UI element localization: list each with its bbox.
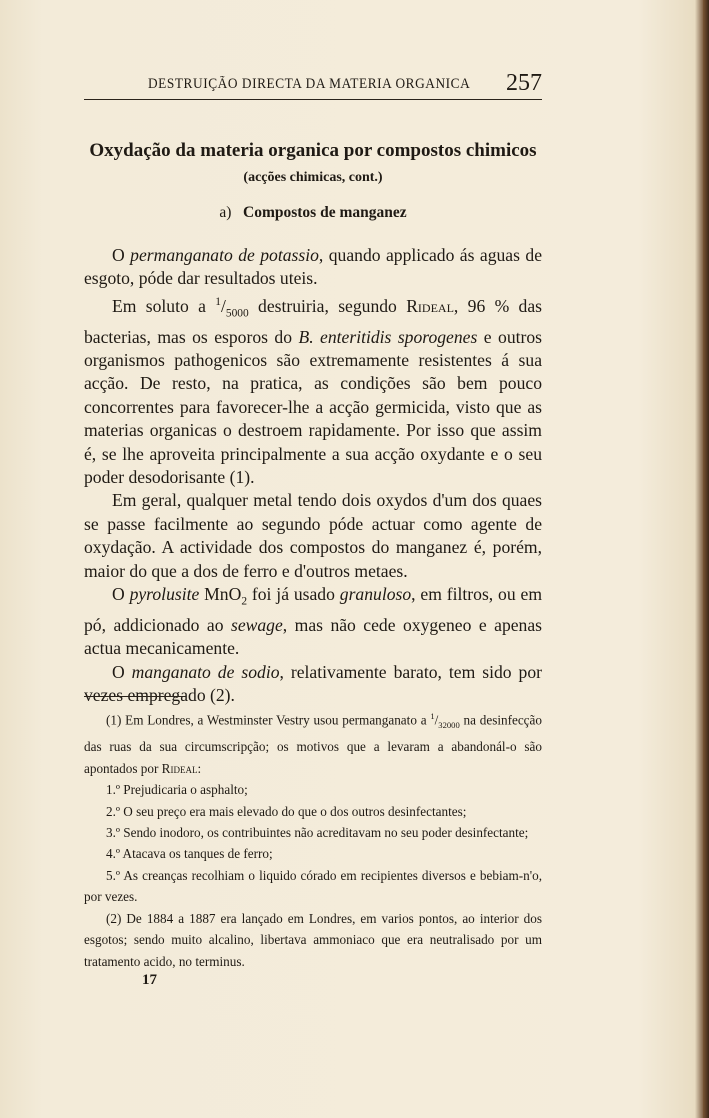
italic-term: pyrolusite — [129, 584, 200, 605]
text-run: foi já usado — [247, 584, 340, 605]
fraction-denominator: 5000 — [225, 307, 249, 320]
chemical-subscript: 2 — [241, 595, 248, 608]
paragraph-3: Em geral, qualquer metal tendo dois oxydos d'um dos quaes se passe facilmente ao segundo póde actuar como agente de oxydação. A actividade dos compostos do manganez é, porém, maior do que a dos de ferro e d'outros metaes. — [84, 490, 542, 581]
signature-mark: 17 — [142, 972, 157, 988]
text-run: , relativamente barato, tem sido por vezes empregado (2). — [84, 661, 542, 706]
text-run: e outros organismos pathogenicos são extremamente resistentes á sua acção. De resto, na pratica, as condições são bem pouco concorrentes para favorecer-lhe a acção germicida, visto que as materias organicas o destroem rapidamente. Por isso que assim é, se lhe aproveita principalmente a sua acção oxydante e o seu poder desodorisante (1). — [84, 326, 543, 488]
author-name: Rideal — [406, 295, 454, 316]
italic-term: B. enteritidis sporogenes — [298, 326, 478, 347]
text-run: O — [112, 584, 130, 605]
text-run: , mas não cede oxygeneo e apenas actua mecanicamente. — [84, 614, 542, 659]
text-run: O — [112, 245, 131, 265]
text-run: O — [112, 661, 132, 682]
italic-term: sewage — [230, 614, 283, 635]
chapter-subtitle: (acções chimicas, cont.) — [243, 170, 383, 185]
section-title: Compostos de manganez — [243, 204, 407, 221]
fraction-numerator: 1 — [430, 711, 435, 721]
italic-term: granuloso — [339, 584, 412, 605]
text-run: destruiria, segundo — [248, 295, 407, 316]
text-run: Em soluto a — [112, 295, 216, 316]
footnote-rule — [84, 696, 186, 697]
body-text — [84, 244, 542, 708]
paragraph-4 — [84, 583, 542, 661]
paragraph-5 — [84, 661, 542, 708]
page-header — [84, 70, 542, 96]
fraction-denominator: 32000 — [438, 720, 460, 731]
text-run: na desinfecção das ruas da sua circumscripção; os motivos que a levaram a abandonál-o são apontados por — [84, 712, 542, 776]
text-run: (1) Em Londres, a Westminster Vestry usou permanganato a — [106, 712, 431, 728]
footnote-item: 2.º O seu preço era mais elevado do que o dos outros desinfectantes; — [106, 803, 467, 819]
chapter-title: Oxydação da materia organica por compostos chimicos — [89, 140, 537, 161]
running-head: DESTRUIÇÃO DIRECTA DA MATERIA ORGANICA — [148, 76, 471, 92]
text-run: , 96 % das bacterias, mas os esporos do — [84, 295, 542, 347]
italic-term: permanganato de potassio — [130, 245, 319, 265]
text-run: , quando applicado ás aguas de esgoto, póde dar resultados uteis. — [84, 245, 543, 289]
footnotes — [84, 706, 542, 972]
page-number: 257 — [506, 70, 542, 96]
text-run: MnO — [199, 584, 242, 605]
page-edge-shadow — [703, 0, 709, 1118]
fraction-numerator: 1 — [215, 295, 221, 308]
footnote-2: (2) De 1884 a 1887 era lançado em Londres, em varios pontos, ao interior dos esgotos; sendo muito alcalino, libertava ammoniaco que era neutralisado por um tratamento acido, no terminus. — [84, 910, 542, 969]
section-marker: a) — [219, 204, 232, 221]
text-run: : — [197, 760, 202, 776]
text-run: , em filtros, ou em pó, addicionado ao — [84, 584, 543, 635]
author-name: Rideal — [161, 760, 198, 776]
paragraph-1 — [84, 244, 542, 291]
footnote-item: 3.º Sendo inodoro, os contribuintes não acreditavam no seu poder desinfectante; — [106, 825, 529, 841]
footnote-1: (1) Em Londres, a Westminster Vestry usou permanganato a $^1/_{32000}$ na desinfecção das ruas da sua circumscripção; os motivos que a levaram a abandonál-o são apontados por Rideal: — [84, 711, 542, 776]
footnote-item: 5.º As creanças recolhiam o liquido córado em recipientes diversos e bebiam-n'o, por vezes. — [84, 867, 542, 905]
footnote-item: 1.º Prejudicaria o asphalto; — [106, 782, 248, 798]
section-heading — [84, 204, 542, 222]
italic-term: manganato de sodio — [131, 661, 280, 682]
footnote-item: 4.º Atacava os tanques de ferro; — [106, 846, 273, 862]
paragraph-2: Em soluto a $^1/_{5000}$ destruiria, segundo Rideal, 96 % das bacterias, mas os esporos do B. enteritidis sporogenes e outros organismos pathogenicos são extremamente resistentes á sua acção. De resto, na pratica, as condições são bem pouco concorrentes para favorecer-lhe a acção germicida, visto que as materias organicas o destroem rapidamente. Por isso que assim é, se lhe aproveita principalmente a sua acção oxydante e o seu poder desodorisante (1). — [84, 295, 543, 488]
header-rule — [84, 99, 542, 100]
